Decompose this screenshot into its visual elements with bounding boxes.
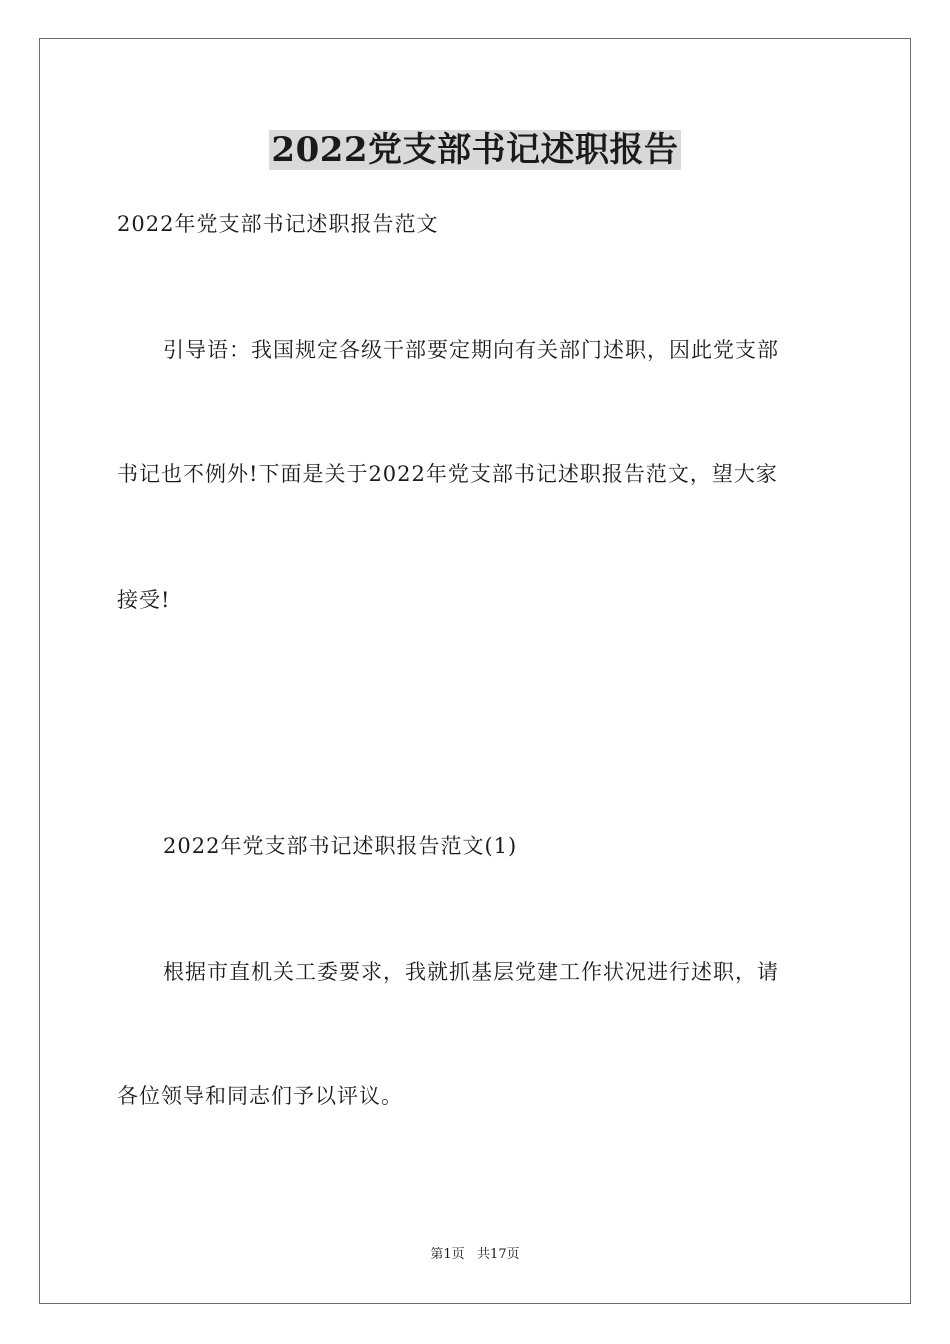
- intro-line-2: 书记也不例外!下面是关于2022年党支部书记述职报告范文，望大家: [117, 462, 778, 486]
- body-line-1: 根据市直机关工委要求，我就抓基层党建工作状况进行述职，请: [163, 960, 779, 984]
- intro-line-1: 引导语：我国规定各级干部要定期向有关部门述职，因此党支部: [163, 338, 779, 362]
- page-footer: 第1页 共17页: [430, 1247, 520, 1262]
- document-subtitle: 2022年党支部书记述职报告范文: [117, 212, 439, 236]
- body-line-2: 各位领导和同志们予以评议。: [117, 1084, 403, 1108]
- document-title: [0, 128, 950, 172]
- section-heading: 2022年党支部书记述职报告范文(1): [163, 834, 518, 858]
- intro-line-3: 接受!: [117, 588, 171, 612]
- document-title-text: 2022党支部书记述职报告: [271, 130, 679, 170]
